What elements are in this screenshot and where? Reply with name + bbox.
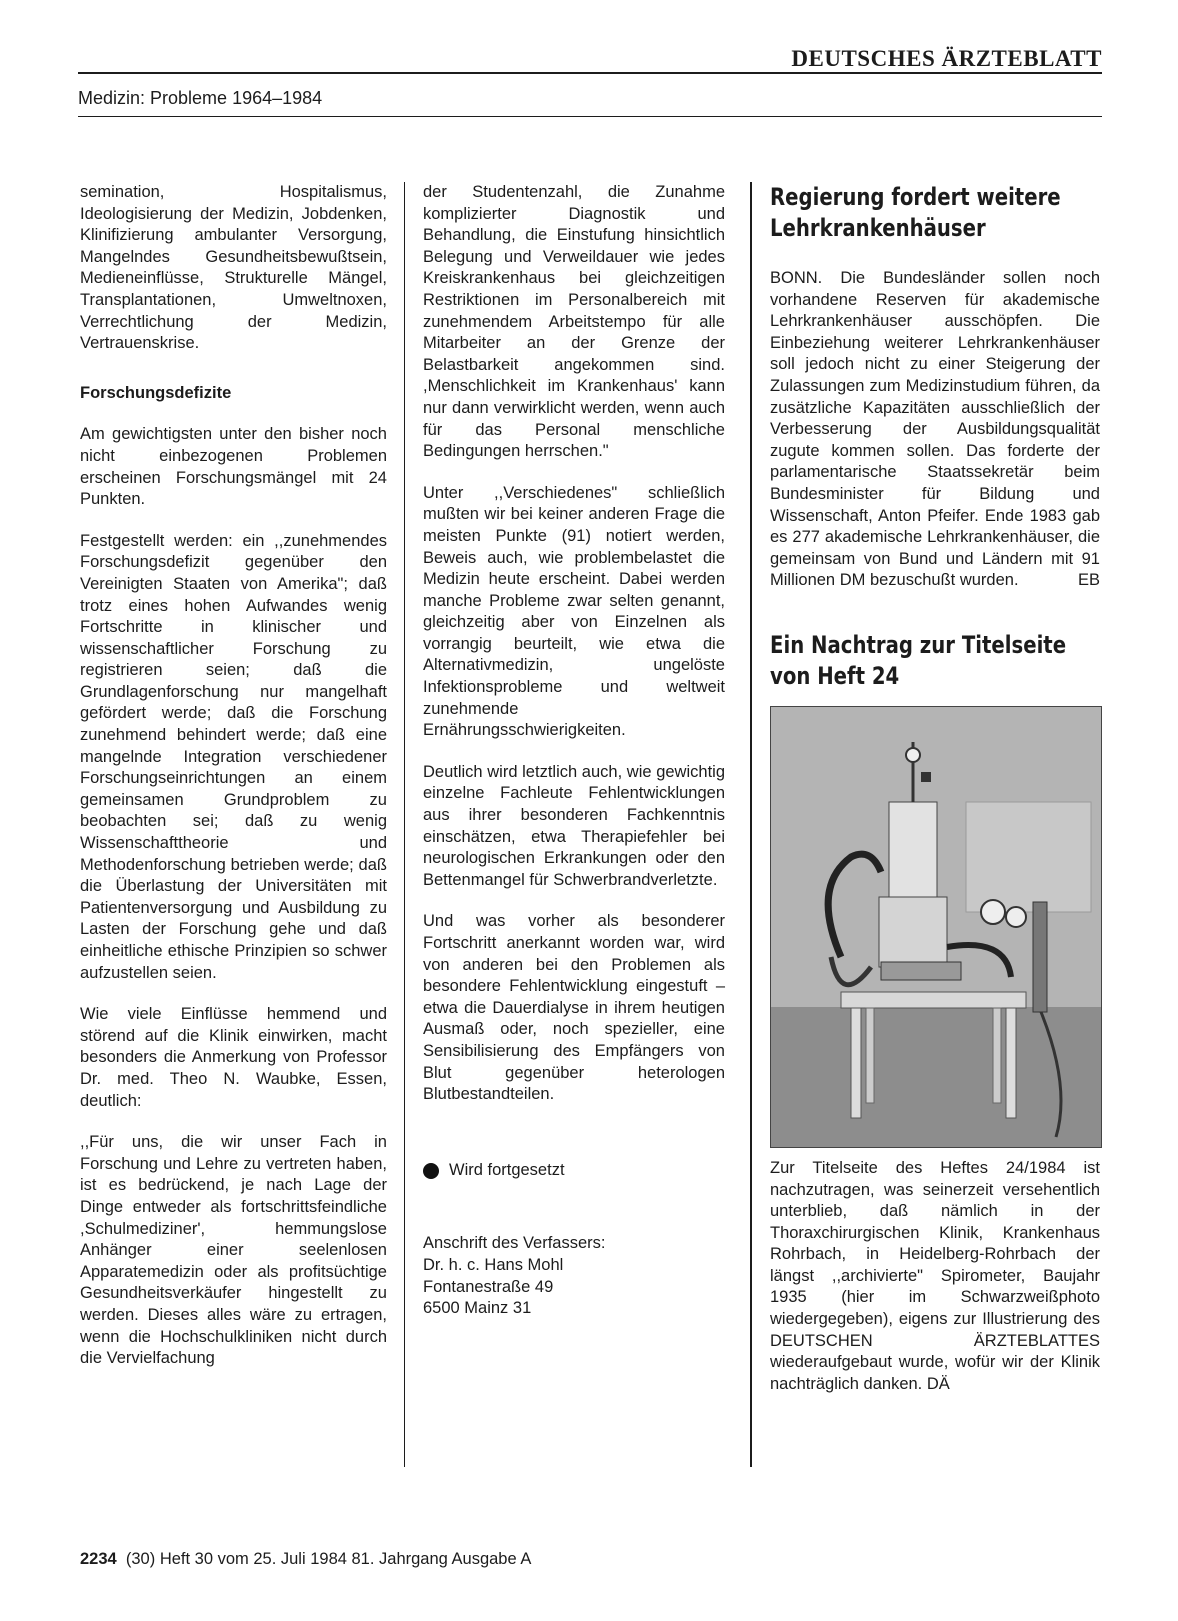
- spirometer-photo: [770, 706, 1102, 1148]
- col2-paragraph-1: der Studentenzahl, die Zunahme komplizierter Diagnostik und Behandlung, die Einstufung hinsichtlich Belegung und Verweildauer wie jedes Kreiskrankenhaus bei gleichzeitigen Restriktionen im Personalbereich mit zunehmendem Arbeitstempo für alle Mitarbeiter an der Grenze der Belastbarkeit angekommen sind. ,Menschlichkeit im Krankenhaus' kann nur dann verwirklicht werden, wenn auch für das Personal menschliche Bedingungen herrschen.": [423, 183, 725, 461]
- article-lehrkrankenhaeuser-text: BONN. Die Bundesländer sollen noch vorhandene Reserven für akademische Lehrkrankenhäuser ausschöpfen. Die Einbeziehung weiterer Lehrkrankenhäuser soll jedoch nicht zu einer Steigerung der Zulassungen zum Medizinstudium führen, da zusätzliche Kapazitäten ausschließlich der Verbesserung der Ausbildungsqualität zugute kommen sollen. Das forderte der parlamentarische Staatssekretär beim Bundesminister für Bildung und Wissenschaft, Anton Pfeifer. Ende 1983 gab es 277 akademische Lehrkrankenhäuser, die gemeinsam von Bund und Ländern mit 91 Millionen DM bezuschußt wurden.: [770, 269, 1100, 590]
- masthead-rule: [78, 72, 1102, 74]
- continued-text: Wird fortgesetzt: [449, 1160, 565, 1179]
- col2-paragraph-3: Deutlich wird letztlich auch, wie gewichtig einzelne Fachleute Fehlentwicklungen aus ihrer besonderen Fachkenntnis einschätzen, etwa Therapiefehler bei neurologischen Erkrankungen oder den Bettenmangel für Schwerbrandverletzte.: [423, 762, 725, 889]
- col1-paragraph-5: ,,Für uns, die wir unser Fach in Forschung und Lehre zu vertreten haben, ist es bedrückend, je nach Lage der Dinge entweder als fortschrittsfeindliche ,Schulmediziner', hemmungslose Anhänger einer seelenlosen Apparatemedizin oder als profitsüchtige Gesundheitsverkäufer hingestellt zu werden. Dieses alles wäre zu ertragen, wenn die Hochschulkliniken nicht durch die Vervielfachung: [80, 1133, 387, 1368]
- headline-nachtrag: Ein Nachtrag zur Titelseite von Heft 24: [770, 630, 1067, 690]
- masthead: DEUTSCHES ÄRZTEBLATT: [791, 46, 1102, 71]
- spirometer-illustration: [771, 707, 1101, 1147]
- address-street: Fontanestraße 49: [423, 1277, 554, 1296]
- page-number: 2234: [80, 1550, 117, 1568]
- article-lehrkrankenhaeuser: [770, 268, 1100, 592]
- article-signature: EB: [1077, 571, 1100, 590]
- column-2: [423, 182, 725, 1320]
- col1-paragraph-4: Wie viele Einflüsse hemmend und störend auf die Klinik einwirken, macht besonders die Anmerkung von Professor Dr. med. Theo N. Waubke, Essen, deutlich:: [80, 1005, 387, 1110]
- section-title: Medizin: Probleme 1964–1984: [78, 88, 323, 108]
- column-1: [80, 182, 387, 1390]
- headline-lehrkrankenhaeuser: Regierung fordert weitere Lehrkrankenhäuser: [770, 183, 1061, 242]
- column-divider-2: [750, 182, 752, 1467]
- address-city: 6500 Mainz 31: [423, 1299, 532, 1318]
- col2-paragraph-4: Und was vorher als besonderer Fortschritt anerkannt worden war, wird von anderen bei den Problemen als besondere Fehlentwicklung eingestuft – etwa die Dauerdialyse in ihrem heutigen Ausmaß oder, noch spezieller, eine Sensibilisierung des Empfängers von Blut gegenüber heterologen Blutbestandteilen.: [423, 912, 725, 1104]
- bullet-icon: [423, 1163, 439, 1179]
- address-name: Dr. h. c. Hans Mohl: [423, 1255, 564, 1274]
- page-footer: [80, 1548, 531, 1570]
- photo-caption: Zur Titelseite des Heftes 24/1984 ist nachzutragen, was seinerzeit versehentlich unterblieb, daß nämlich in der Thoraxchirurgischen Klinik, Krankenhaus Rohrbach, in Heidelberg-Rohrbach der längst ,,archivierte" Spirometer, Baujahr 1935 (hier im Schwarzweißphoto wiedergegeben), eigens zur Illustrierung des DEUTSCHEN ÄRZTEBLATTES wiederaufgebaut wurde, wofür wir der Klinik nachträglich danken. DÄ: [770, 1158, 1100, 1393]
- col1-paragraph-1: semination, Hospitalismus, Ideologisierung der Medizin, Jobdenken, Klinifizierung ambulanter Versorgung, Mangelndes Gesundheitsbewußtsein, Medieneinflüsse, Strukturelle Mängel, Transplantationen, Umweltnoxen, Verrechtlichung der Medizin, Vertrauenskrise.: [80, 183, 387, 353]
- author-address: [423, 1233, 725, 1319]
- column-divider-1: [404, 182, 405, 1467]
- address-label: Anschrift des Verfassers:: [423, 1234, 606, 1253]
- col2-paragraph-2: Unter ,,Verschiedenes" schließlich mußten wir bei keiner anderen Frage die meisten Punkte (91) notiert werden, Beweis auch, wie problembelastet die Medizin heute erscheint. Dabei werden manche Probleme zwar selten genannt, gleichzeitig aber von Einzelnen als vorrangig beurteilt, wie etwa die Alternativmedizin, ungelöste Infektionsprobleme und weltweit zunehmende Ernährungsschwierigkeiten.: [423, 483, 725, 740]
- continued-note: [423, 1160, 725, 1182]
- header-rule: [78, 116, 1102, 117]
- col1-paragraph-3: Festgestellt werden: ein ,,zunehmendes Forschungsdefizit gegenüber den Vereinigten Staaten von Amerika"; daß trotz eines hohen Aufwandes wenig Fortschritte in klinischer und wissenschaftlicher Forschung zu registrieren seien; daß die Grundlagenforschung nur mangelhaft gefördert werde; daß die Forschung zunehmend behindert werde; daß eine mangelnde Integration verschiedener Forschungseinrichtungen an einem gemeinsamen Grundproblem zu beobachten sei; daß zu wenig Wissenschafttheorie und Methodenforschung betrieben werde; daß die Überlastung der Universitäten mit Patientenversorgung und Ausbildung zu Lasten der Forschung gehe und daß einheitliche ethische Prinzipien so schwer aufzustellen seien.: [80, 531, 387, 982]
- column-3: [770, 182, 1100, 1395]
- col1-paragraph-2: Am gewichtigsten unter den bisher noch nicht einbezogenen Problemen erscheinen Forschungsmängel mit 24 Punkten.: [80, 425, 387, 509]
- issue-info: (30) Heft 30 vom 25. Juli 1984 81. Jahrgang Ausgabe A: [125, 1550, 532, 1568]
- subheading-forschungsdefizite: Forschungsdefizite: [80, 383, 232, 402]
